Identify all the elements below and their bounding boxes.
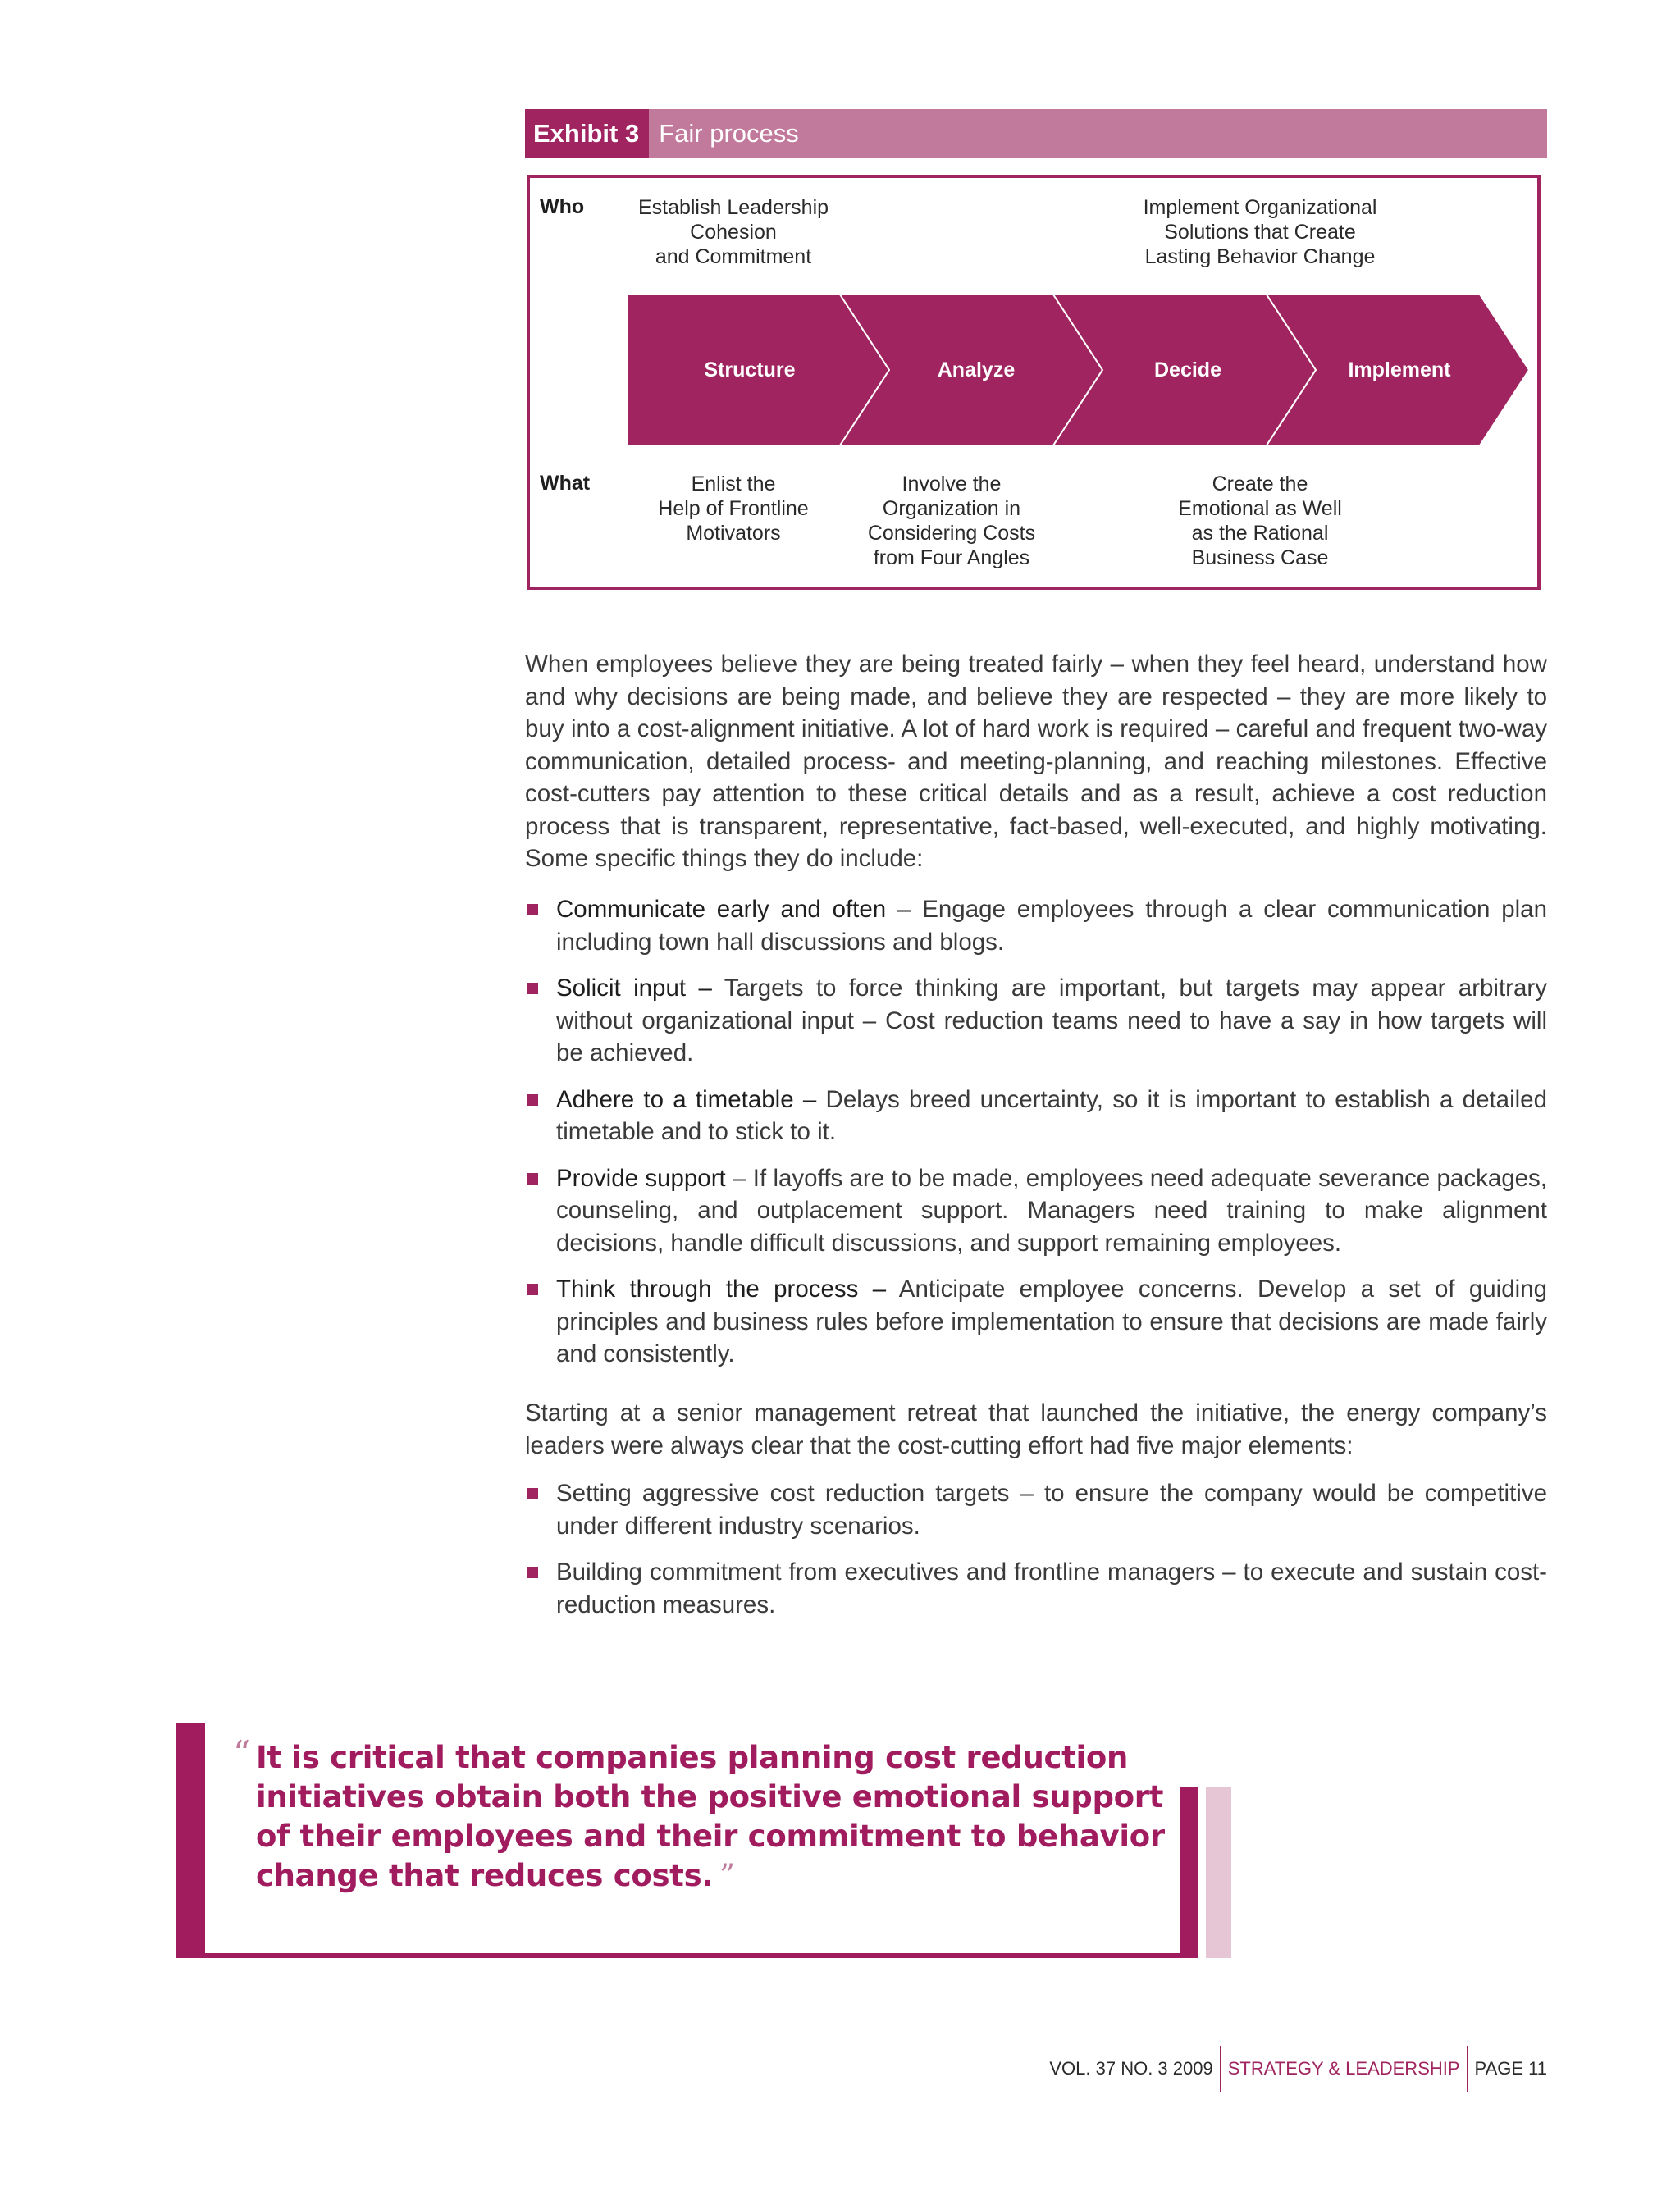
footer-divider (1467, 2046, 1468, 2092)
open-quote-mark: “ (233, 1733, 251, 1773)
pull-quote-right-bar (1180, 1787, 1198, 1958)
pull-quote: It is critical that companies planning cost reduction initiatives obtain both the positive emotional support of their employees and their commitment to behavior change that reduces costs. ” (256, 1740, 1165, 1893)
bullet-square-icon (527, 1173, 538, 1185)
list-item: Setting aggressive cost reduction targets – to ensure the company would be competitive under different industry scenarios. (525, 1477, 1547, 1542)
who-label: Who (540, 195, 585, 218)
step-decide: Decide (1154, 358, 1221, 381)
who-left-text: Establish Leadership Cohesion and Commitment (637, 196, 829, 268)
list-item: Building commitment from executives and frontline managers – to execute and sustain cost-reduction measures. (525, 1556, 1547, 1621)
who-right-text: Implement Organizational Solutions that Create Lasting Behavior Change (1143, 196, 1377, 268)
what-text-1: Enlist the Help of Frontline Motivators (658, 472, 809, 545)
elements-list (525, 1477, 1547, 1621)
pull-quote-accent-bar (1206, 1787, 1231, 1958)
list-item: Communicate early and often – Engage employees through a clear communication plan including town hall discussions and blogs. (525, 893, 1547, 958)
footer-volume: VOL. 37 NO. 3 2009 (1049, 2058, 1213, 2079)
what-text-3: Create the Emotional as Well as the Rational Business Case (1178, 472, 1342, 569)
second-paragraph: Starting at a senior management retreat that launched the initiative, the energy company’s leaders were always clear that the cost-cutting effort had five major elements: (525, 1399, 1547, 1459)
exhibit-diagram (527, 175, 1541, 590)
page-footer (1049, 2046, 1547, 2092)
bullet-square-icon (527, 904, 538, 915)
intro-paragraph: When employees believe they are being treated fairly – when they feel heard, understand how and why decisions are being made, and believe they are respected – they are more likely to buy into a cost-alignment initiative. A lot of hard work is required – careful and frequent two-way communication, detailed process- and meeting-planning, and reaching milestones. Effective cost-cutters pay attention to these critical details and as a result, achieve a cost reduction process that is transparent, representative, fact-based, well-executed, and highly motivating. Some specific things they do include: (525, 650, 1547, 872)
exhibit-header (525, 109, 1547, 158)
bullet-square-icon (527, 1567, 538, 1578)
bullet-square-icon (527, 1488, 538, 1499)
footer-page-number: PAGE 11 (1474, 2058, 1547, 2079)
list-item: Think through the process – Anticipate employee concerns. Develop a set of guiding principles and business rules before implementation to ensure that decisions are made fairly and consistently. (525, 1273, 1547, 1371)
footer-divider (1220, 2046, 1221, 2092)
close-quote-mark: ” (719, 1858, 735, 1893)
step-implement: Implement (1348, 358, 1451, 381)
exhibit-title: Fair process (659, 119, 799, 148)
footer-journal: STRATEGY & LEADERSHIP (1227, 2058, 1460, 2079)
list-item: Provide support – If layoffs are to be made, employees need adequate severance packages, counseling, and outplacement support. Managers need training to make alignment decisions, handle difficult discussions, and support remaining employees. (525, 1162, 1547, 1260)
practices-list (525, 893, 1547, 1371)
bullet-square-icon (527, 1094, 538, 1106)
what-label: What (540, 472, 591, 495)
bullet-square-icon (527, 983, 538, 994)
step-structure: Structure (704, 358, 796, 381)
bullet-square-icon (527, 1284, 538, 1295)
exhibit-number: Exhibit 3 (525, 109, 649, 158)
pull-quote-left-bar (176, 1723, 205, 1958)
list-item: Adhere to a timetable – Delays breed uncertainty, so it is important to establish a detailed timetable and to stick to it. (525, 1084, 1547, 1148)
list-item: Solicit input – Targets to force thinking are important, but targets may appear arbitrary without organizational input – Cost reduction teams need to have a say in how targets will be achieved. (525, 972, 1547, 1070)
what-text-2: Involve the Organization in Considering Costs from Four Angles (867, 472, 1036, 569)
step-analyze: Analyze (937, 358, 1016, 381)
pull-quote-bottom-bar (176, 1953, 1198, 1958)
